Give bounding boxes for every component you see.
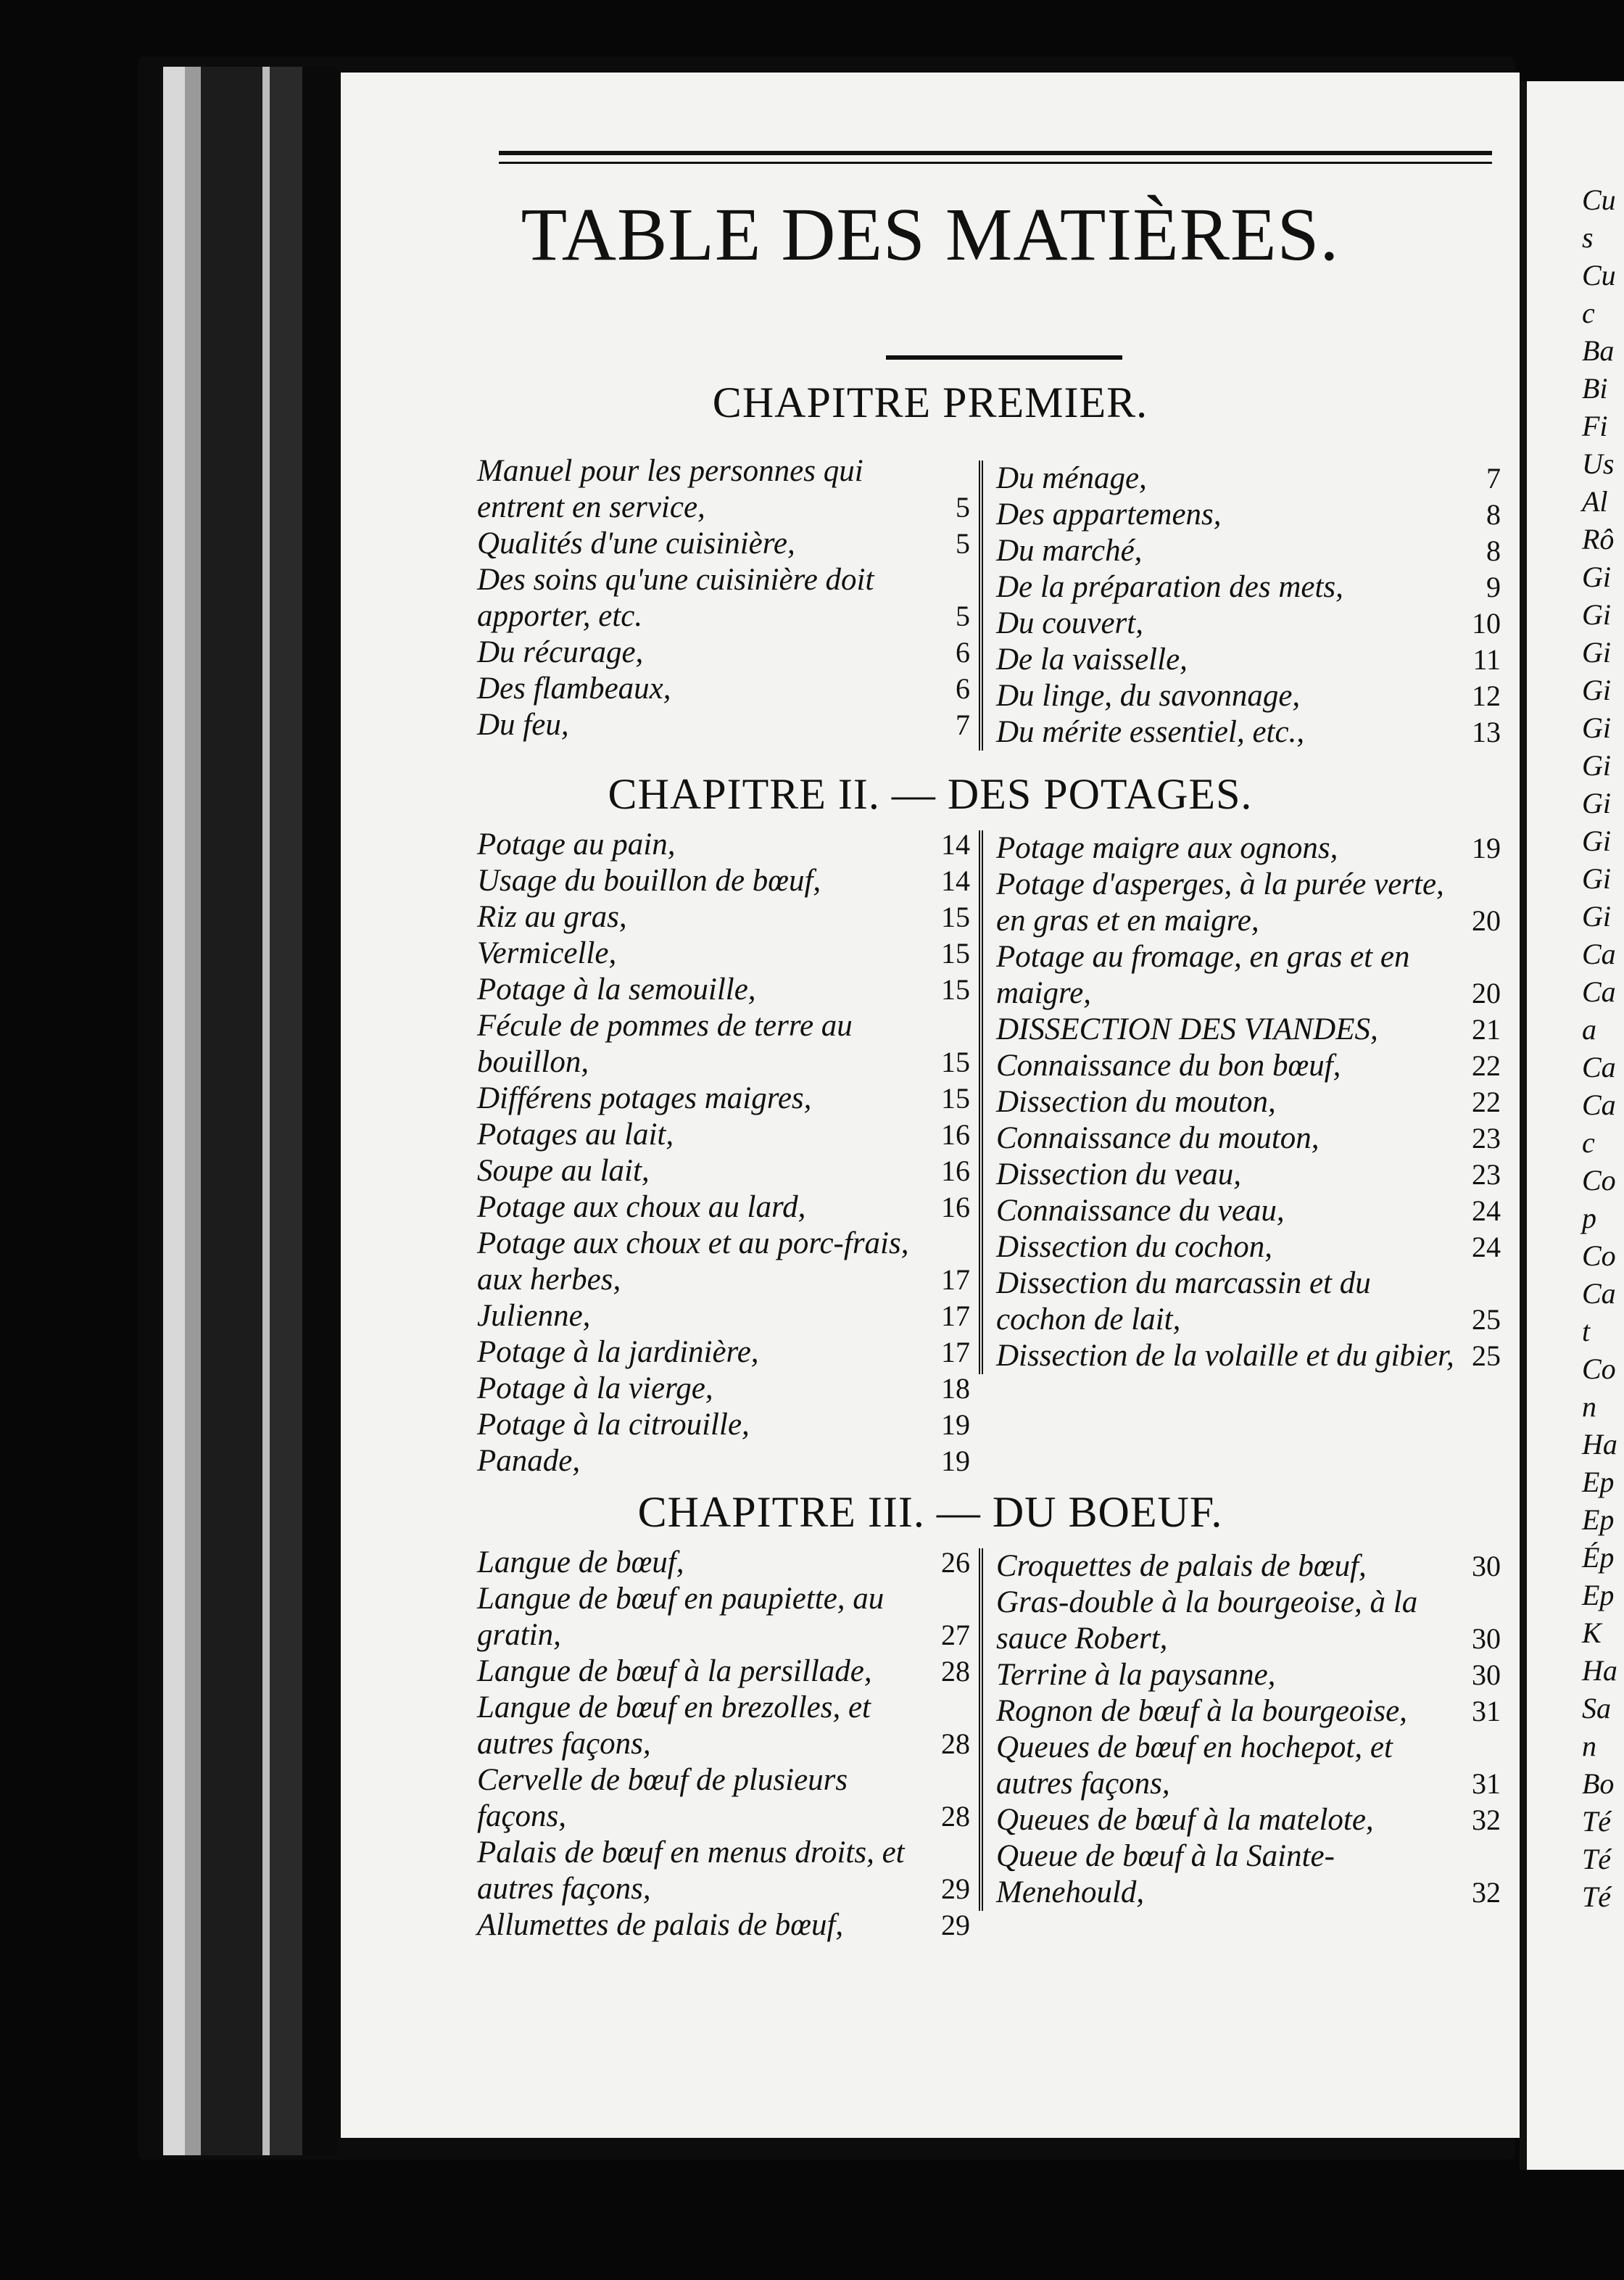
toc-entry-title: Potage maigre aux ognons, bbox=[996, 831, 1338, 865]
toc-entry-title: Palais de bœuf en menus droits, et autres façons, bbox=[477, 1835, 905, 1906]
toc-entry bbox=[477, 1581, 970, 1653]
next-page-text-fragment: Ep bbox=[1582, 1466, 1615, 1498]
toc-entry bbox=[477, 1371, 970, 1407]
toc-entry bbox=[996, 1657, 1501, 1693]
toc-column-right bbox=[979, 460, 1501, 751]
toc-entry-page: 14 bbox=[941, 828, 970, 861]
toc-entry-page: 5 bbox=[956, 527, 970, 560]
next-page-text-fragment: Ba bbox=[1582, 334, 1615, 367]
toc-entry bbox=[477, 1407, 970, 1443]
toc-entry bbox=[477, 1334, 970, 1371]
toc-entry-page: 11 bbox=[1472, 643, 1501, 676]
next-page-text-fragment: K bbox=[1582, 1616, 1602, 1649]
toc-entry bbox=[996, 1802, 1501, 1838]
toc-entry-page: 19 bbox=[1472, 832, 1501, 864]
toc-entry-title: Potage d'asperges, à la purée verte, en gras et en maigre, bbox=[996, 867, 1444, 938]
toc-entry-title: Dissection du cochon, bbox=[996, 1230, 1272, 1264]
next-page-text-fragment: Gi bbox=[1582, 862, 1611, 895]
next-page-text-fragment: Co bbox=[1582, 1239, 1616, 1272]
next-page-text-fragment: Ep bbox=[1582, 1579, 1615, 1611]
toc-entry-title: Potage à la citrouille, bbox=[477, 1408, 750, 1442]
toc-entry-page: 29 bbox=[941, 1872, 970, 1905]
next-page-text-fragment: Us bbox=[1582, 447, 1615, 480]
next-page-text-fragment: Co bbox=[1582, 1164, 1616, 1197]
toc-entry-page: 29 bbox=[941, 1909, 970, 1941]
toc-entry bbox=[477, 1762, 970, 1835]
next-page-text-fragment: Gi bbox=[1582, 561, 1611, 593]
next-page-text-fragment: Gi bbox=[1582, 900, 1611, 933]
toc-entry-page: 23 bbox=[1472, 1122, 1501, 1155]
toc-entry-title: Vermicelle, bbox=[477, 936, 617, 970]
toc-entry bbox=[477, 526, 970, 562]
toc-entry-title: Des flambeaux, bbox=[477, 672, 671, 706]
toc-entry-page: 31 bbox=[1472, 1767, 1501, 1800]
next-page-text-fragment: Té bbox=[1582, 1843, 1611, 1875]
top-double-rule bbox=[499, 151, 1492, 164]
toc-entry-page: 12 bbox=[1472, 680, 1501, 712]
toc-entry-page: 8 bbox=[1486, 534, 1501, 567]
toc-entry bbox=[996, 606, 1501, 642]
toc-entry-title: Riz au gras, bbox=[477, 900, 627, 934]
toc-entry bbox=[477, 635, 970, 671]
toc-entry bbox=[477, 1298, 970, 1334]
toc-entry-title: Potage au fromage, en gras et en maigre, bbox=[996, 940, 1410, 1010]
toc-entry-title: Des soins qu'une cuisinière doit apporter, etc. bbox=[477, 563, 874, 633]
toc-entry-page: 17 bbox=[941, 1263, 970, 1296]
toc-entry bbox=[996, 642, 1501, 678]
toc-entry bbox=[477, 707, 970, 743]
next-page-text-fragment: Ca bbox=[1582, 975, 1616, 1008]
toc-entry bbox=[996, 1120, 1501, 1157]
next-page-text-fragment: Al bbox=[1582, 485, 1608, 518]
toc-entry bbox=[996, 497, 1501, 533]
chapter-heading: CHAPITRE II. — DES POTAGES. bbox=[608, 770, 1253, 818]
toc-entry-page: 19 bbox=[941, 1445, 970, 1477]
next-page-text-fragment: Ca bbox=[1582, 1089, 1616, 1121]
toc-entry bbox=[477, 562, 970, 635]
toc-entry-title: Qualités d'une cuisinière, bbox=[477, 526, 795, 561]
toc-entry-page: 27 bbox=[941, 1619, 970, 1651]
toc-entry-title: Langue de bœuf, bbox=[477, 1545, 684, 1579]
toc-entry-page: 14 bbox=[941, 864, 970, 897]
next-page-text-fragment: Bo bbox=[1582, 1767, 1615, 1800]
toc-entry-title: Julienne, bbox=[477, 1299, 591, 1333]
toc-entry-page: 19 bbox=[941, 1408, 970, 1441]
toc-entry bbox=[996, 830, 1501, 867]
next-page-text-fragment: Ha bbox=[1582, 1428, 1617, 1461]
toc-entry bbox=[996, 1838, 1501, 1911]
toc-entry bbox=[996, 1229, 1501, 1265]
toc-entry-title: Des appartemens, bbox=[996, 497, 1222, 532]
next-page-text-fragment: Ha bbox=[1582, 1654, 1617, 1687]
toc-entry bbox=[477, 1690, 970, 1762]
toc-entry bbox=[477, 1907, 970, 1944]
toc-entry-page: 15 bbox=[941, 901, 970, 933]
toc-entry-title: De la préparation des mets, bbox=[996, 570, 1343, 604]
toc-entry-title: Queues de bœuf en hochepot, et autres façons, bbox=[996, 1730, 1393, 1801]
next-page-text-fragment: Ep bbox=[1582, 1503, 1615, 1536]
next-page-text-fragment: n bbox=[1582, 1390, 1596, 1423]
toc-entry-title: Du mérite essentiel, etc., bbox=[996, 715, 1305, 749]
toc-entry bbox=[477, 863, 970, 899]
toc-entry-title: Du ménage, bbox=[996, 461, 1147, 495]
toc-entry bbox=[477, 1443, 970, 1479]
toc-entry-title: Potage à la jardinière, bbox=[477, 1335, 759, 1369]
toc-entry-page: 22 bbox=[1472, 1086, 1501, 1118]
toc-entry bbox=[996, 678, 1501, 714]
next-page-text-fragment: Té bbox=[1582, 1880, 1611, 1913]
toc-entry bbox=[477, 1081, 970, 1117]
next-page-text-fragment: Té bbox=[1582, 1805, 1611, 1838]
page-edges bbox=[185, 67, 201, 2155]
toc-entry bbox=[996, 1157, 1501, 1193]
next-page-text-fragment: Rô bbox=[1582, 523, 1615, 555]
toc-entry-title: Du feu, bbox=[477, 708, 569, 742]
next-page-text-fragment: Gi bbox=[1582, 636, 1611, 669]
toc-entry bbox=[996, 533, 1501, 569]
next-page-text-fragment: c bbox=[1582, 297, 1595, 329]
toc-entry-page: 25 bbox=[1472, 1303, 1501, 1336]
toc-entry bbox=[477, 1545, 970, 1581]
toc-entry-page: 9 bbox=[1486, 571, 1501, 603]
toc-entry bbox=[477, 1653, 970, 1690]
toc-entry-page: 5 bbox=[956, 491, 970, 524]
toc-column-right bbox=[979, 830, 1501, 1374]
toc-column-left bbox=[477, 827, 970, 1479]
next-page-text-fragment: Fi bbox=[1582, 410, 1608, 442]
toc-entry-page: 25 bbox=[1472, 1339, 1501, 1372]
toc-entry-title: DISSECTION DES VIANDES, bbox=[996, 1012, 1378, 1046]
next-page-text-fragment: Gi bbox=[1582, 674, 1611, 706]
toc-entry-title: Potage à la semouille, bbox=[477, 972, 756, 1007]
toc-entry-title: Dissection de la volaille et du gibier, bbox=[996, 1339, 1454, 1373]
page-title: TABLE DES MATIÈRES. bbox=[521, 193, 1340, 276]
toc-entry-page: 20 bbox=[1472, 977, 1501, 1009]
toc-entry bbox=[996, 939, 1501, 1012]
toc-entry bbox=[996, 460, 1501, 497]
toc-entry-title: Usage du bouillon de bœuf, bbox=[477, 864, 821, 898]
gutter-shadow bbox=[302, 67, 337, 2155]
toc-entry-title: Connaissance du veau, bbox=[996, 1194, 1285, 1228]
toc-entry-title: Rognon de bœuf à la bourgeoise, bbox=[996, 1694, 1407, 1728]
next-page-text-fragment: a bbox=[1582, 1013, 1596, 1046]
book-page bbox=[341, 73, 1520, 2138]
toc-entry bbox=[477, 899, 970, 935]
toc-entry-title: Du linge, du savonnage, bbox=[996, 679, 1301, 713]
toc-entry-title: Potage au pain, bbox=[477, 827, 676, 862]
toc-entry bbox=[996, 1193, 1501, 1229]
toc-entry-title: Allumettes de palais de bœuf, bbox=[477, 1908, 844, 1942]
toc-entry-title: Potages au lait, bbox=[477, 1118, 674, 1152]
toc-entry bbox=[477, 1189, 970, 1226]
toc-entry bbox=[996, 714, 1501, 751]
toc-entry-page: 16 bbox=[941, 1191, 970, 1223]
toc-entry bbox=[996, 569, 1501, 606]
toc-entry-title: Potage à la vierge, bbox=[477, 1371, 713, 1405]
toc-entry-title: Langue de bœuf en paupiette, au gratin, bbox=[477, 1582, 884, 1652]
toc-entry-title: Du marché, bbox=[996, 534, 1143, 568]
toc-entry-title: Du couvert, bbox=[996, 606, 1143, 640]
toc-entry-page: 18 bbox=[941, 1372, 970, 1405]
toc-entry-page: 28 bbox=[941, 1727, 970, 1760]
toc-entry-page: 22 bbox=[1472, 1049, 1501, 1082]
toc-entry-page: 21 bbox=[1472, 1013, 1501, 1046]
toc-entry-page: 15 bbox=[941, 973, 970, 1006]
toc-entry-title: Langue de bœuf à la persillade, bbox=[477, 1654, 872, 1688]
toc-entry-page: 32 bbox=[1472, 1876, 1501, 1909]
next-page-text-fragment: Bi bbox=[1582, 372, 1608, 405]
next-page-text-fragment: Ca bbox=[1582, 1051, 1616, 1083]
toc-entry bbox=[996, 1693, 1501, 1730]
toc-entry bbox=[996, 1084, 1501, 1120]
next-page-text-fragment: Ca bbox=[1582, 1277, 1616, 1310]
toc-entry-page: 30 bbox=[1472, 1659, 1501, 1691]
toc-entry-title: Différens potages maigres, bbox=[477, 1081, 812, 1115]
title-underline bbox=[886, 355, 1122, 360]
toc-entry-title: Croquettes de palais de bœuf, bbox=[996, 1549, 1367, 1583]
toc-entry-page: 30 bbox=[1472, 1550, 1501, 1582]
toc-entry-title: Manuel pour les personnes qui entrent en service, bbox=[477, 454, 863, 524]
next-page-fragment bbox=[1527, 81, 1624, 2170]
next-page-text-fragment: Gi bbox=[1582, 711, 1611, 744]
next-page-text-fragment: Ép bbox=[1582, 1541, 1615, 1574]
toc-entry-title: Potage aux choux au lard, bbox=[477, 1190, 806, 1224]
toc-entry bbox=[477, 1008, 970, 1081]
toc-entry bbox=[477, 1117, 970, 1153]
toc-entry-title: Connaissance du bon bœuf, bbox=[996, 1049, 1341, 1083]
page-edges bbox=[262, 67, 270, 2155]
toc-entry-page: 7 bbox=[956, 709, 970, 741]
toc-entry-page: 7 bbox=[1486, 462, 1501, 495]
toc-entry-page: 6 bbox=[956, 672, 970, 705]
toc-entry bbox=[996, 1012, 1501, 1048]
toc-entry bbox=[477, 1153, 970, 1189]
toc-entry bbox=[477, 935, 970, 972]
chapter-heading: CHAPITRE III. — DU BOEUF. bbox=[637, 1488, 1223, 1536]
toc-entry-title: Dissection du veau, bbox=[996, 1157, 1241, 1191]
toc-entry bbox=[477, 1835, 970, 1907]
toc-entry-page: 16 bbox=[941, 1118, 970, 1151]
toc-entry-page: 13 bbox=[1472, 716, 1501, 748]
toc-entry bbox=[996, 1585, 1501, 1657]
toc-entry-page: 32 bbox=[1472, 1804, 1501, 1836]
page-edges bbox=[163, 67, 185, 2155]
toc-entry-title: Langue de bœuf en brezolles, et autres façons, bbox=[477, 1690, 871, 1761]
next-page-text-fragment: Ca bbox=[1582, 938, 1616, 970]
toc-entry bbox=[477, 453, 970, 526]
toc-entry-page: 20 bbox=[1472, 904, 1501, 937]
toc-entry-page: 8 bbox=[1486, 498, 1501, 531]
toc-entry-page: 28 bbox=[941, 1800, 970, 1833]
next-page-text-fragment: s bbox=[1582, 221, 1594, 254]
toc-entry bbox=[477, 1226, 970, 1298]
toc-entry-title: Dissection du mouton, bbox=[996, 1085, 1276, 1119]
toc-entry-page: 5 bbox=[956, 600, 970, 632]
toc-entry-title: Du récurage, bbox=[477, 635, 644, 669]
book-cover-edge bbox=[270, 67, 302, 2155]
toc-entry-title: Queues de bœuf à la matelote, bbox=[996, 1803, 1374, 1837]
toc-entry-title: Soupe au lait, bbox=[477, 1154, 650, 1188]
toc-entry-title: Terrine à la paysanne, bbox=[996, 1658, 1276, 1692]
next-page-text-fragment: p bbox=[1582, 1202, 1596, 1234]
next-page-text-fragment: Cu bbox=[1582, 259, 1616, 292]
toc-entry bbox=[996, 1548, 1501, 1585]
toc-entry-page: 17 bbox=[941, 1300, 970, 1332]
next-page-text-fragment: Cu bbox=[1582, 183, 1616, 216]
toc-entry-page: 16 bbox=[941, 1155, 970, 1187]
toc-entry-title: Potage aux choux et au porc-frais, aux herbes, bbox=[477, 1226, 909, 1297]
toc-entry-title: Dissection du marcassin et du cochon de lait, bbox=[996, 1266, 1371, 1337]
toc-entry bbox=[996, 867, 1501, 939]
toc-entry-title: Fécule de pommes de terre au bouillon, bbox=[477, 1009, 853, 1079]
toc-entry-title: Queue de bœuf à la Sainte-Menehould, bbox=[996, 1839, 1335, 1909]
toc-entry-page: 31 bbox=[1472, 1695, 1501, 1727]
toc-entry-page: 6 bbox=[956, 636, 970, 669]
next-page-text-fragment: Gi bbox=[1582, 749, 1611, 782]
toc-column-left bbox=[477, 1545, 970, 1944]
toc-entry-page: 24 bbox=[1472, 1231, 1501, 1263]
toc-entry-title: De la vaisselle, bbox=[996, 643, 1188, 677]
toc-entry-page: 24 bbox=[1472, 1194, 1501, 1227]
toc-entry-title: Gras-double à la bourgeoise, à la sauce Robert, bbox=[996, 1585, 1418, 1656]
next-page-text-fragment: c bbox=[1582, 1126, 1595, 1159]
toc-entry-page: 15 bbox=[941, 1046, 970, 1078]
page-gutter bbox=[1520, 81, 1527, 2170]
toc-entry-page: 26 bbox=[941, 1546, 970, 1579]
toc-entry-page: 23 bbox=[1472, 1158, 1501, 1191]
toc-entry-page: 28 bbox=[941, 1655, 970, 1688]
toc-entry bbox=[996, 1265, 1501, 1338]
next-page-text-fragment: n bbox=[1582, 1730, 1596, 1762]
next-page-text-fragment: t bbox=[1582, 1315, 1591, 1347]
toc-entry bbox=[996, 1338, 1501, 1374]
toc-entry bbox=[477, 827, 970, 863]
toc-entry-title: Connaissance du mouton, bbox=[996, 1121, 1320, 1155]
toc-entry-page: 15 bbox=[941, 1082, 970, 1115]
toc-entry bbox=[477, 972, 970, 1008]
chapter-heading: CHAPITRE PREMIER. bbox=[712, 379, 1148, 426]
next-page-text-fragment: Co bbox=[1582, 1352, 1616, 1385]
toc-entry-page: 17 bbox=[941, 1336, 970, 1368]
toc-entry-page: 15 bbox=[941, 937, 970, 970]
toc-entry bbox=[996, 1730, 1501, 1802]
next-page-text-fragment: Gi bbox=[1582, 787, 1611, 819]
toc-entry-page: 10 bbox=[1472, 607, 1501, 640]
toc-entry-page: 30 bbox=[1472, 1622, 1501, 1655]
toc-entry-title: Cervelle de bœuf de plusieurs façons, bbox=[477, 1763, 848, 1833]
next-page-text-fragment: Gi bbox=[1582, 598, 1611, 631]
next-page-text-fragment: Gi bbox=[1582, 825, 1611, 857]
toc-entry-title: Panade, bbox=[477, 1444, 581, 1478]
book-cover-edge bbox=[201, 67, 262, 2155]
toc-entry bbox=[477, 671, 970, 707]
next-page-text-fragment: Sa bbox=[1582, 1692, 1611, 1725]
toc-entry bbox=[996, 1048, 1501, 1084]
toc-column-left bbox=[477, 453, 970, 743]
toc-column-right bbox=[979, 1548, 1501, 1911]
